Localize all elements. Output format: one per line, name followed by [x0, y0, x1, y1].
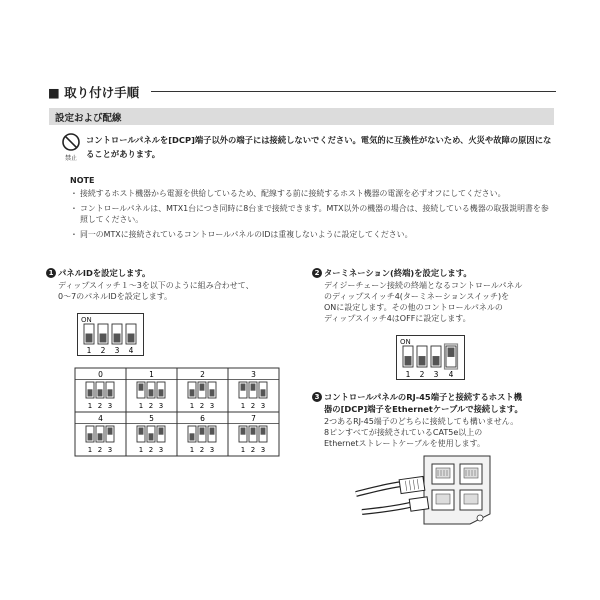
panel-id-label: 6 [200, 414, 205, 423]
step1-heading: 1 パネルIDを設定します。 [46, 267, 150, 279]
switch-on-label: ON [81, 316, 92, 324]
dip-switch-slider [198, 426, 206, 442]
dip-switch-slider [188, 426, 196, 442]
rj45-jack [432, 490, 454, 510]
rj45-jack [460, 490, 482, 510]
switch-number: 2 [100, 346, 106, 355]
switch-number: 2 [250, 402, 256, 410]
step1-body: ディップスイッチ１〜3を以下のように組み合わせて、 0〜7のパネルIDを設定します。 [58, 281, 254, 301]
panel-id-label: 0 [98, 370, 103, 379]
switch-number: 2 [199, 402, 205, 410]
step3-heading: 3 コントロールパネルのRJ-45端子と接続するホスト機 器の[DCP]端子をEthernetケーブルで接続します。 [312, 391, 523, 415]
dip-switch-slider [96, 426, 104, 442]
switch-number: 1 [87, 402, 93, 410]
prohibited-icon [60, 133, 82, 163]
warning-text: コントロールパネルを[DCP]端子以外の端子には接続しないでください。電気的に互換性がないため、火災や故障の原因になることがあります。 [86, 135, 552, 159]
switch-number: 3 [209, 446, 215, 454]
title-divider [151, 91, 556, 92]
ethernet-cable [356, 476, 429, 512]
switch-number: 2 [148, 446, 154, 454]
dip-switch-slider [106, 382, 114, 398]
switch-number: 4 [448, 370, 454, 379]
note-item: ・ 同一のMTXに接続されているコントロールパネルのIDは重複しないように設定してください。 [70, 229, 413, 239]
panel-id-label: 7 [251, 414, 256, 423]
ethernet-connection-illustration [352, 452, 502, 532]
dip-switch-slider [157, 382, 165, 398]
dip-switch-slider [86, 382, 94, 398]
dip-switch-slider [137, 382, 145, 398]
panel-id-label: 4 [98, 414, 103, 423]
switch-number: 2 [199, 446, 205, 454]
dip-switch-slider [112, 324, 122, 344]
switch-number: 2 [97, 446, 103, 454]
dip-switch-slider [259, 382, 267, 398]
dip-switch-slider [98, 324, 108, 344]
switch-number: 2 [97, 402, 103, 410]
dip-switch-slider [96, 382, 104, 398]
switch-number: 1 [240, 402, 246, 410]
dip-switch-slider [126, 324, 136, 344]
step3-body: 2つあるRJ-45端子のどちらに接続しても構いません。 8ピンすべてが接続されているCAT5e以上の Ethernetストレートケーブルを使用します。 [324, 417, 519, 448]
switch-number: 1 [189, 446, 195, 454]
panel-id-label: 5 [149, 414, 154, 423]
note-item: ・ コントロールパネルは、MTX1台につき同時に8台まで接続できます。MTX以外の機器の場合は、接続している機器の取扱説明書を参照してください。 [70, 203, 549, 224]
switch-number: 3 [114, 346, 120, 355]
step1-number: 1 [46, 268, 56, 278]
switch-number: 3 [107, 446, 113, 454]
switch-number: 1 [138, 402, 144, 410]
switch-number: 1 [87, 446, 93, 454]
dip-switch-slider [137, 426, 145, 442]
panel-id-table [74, 367, 280, 457]
switch-number: 3 [209, 402, 215, 410]
panel-id-label: 3 [251, 370, 256, 379]
rj45-jack [460, 464, 482, 484]
switch-number: 2 [250, 446, 256, 454]
dip-switch-slider [239, 382, 247, 398]
screw-icon [477, 515, 483, 521]
note-list [70, 188, 556, 243]
switch-number: 3 [433, 370, 439, 379]
dip-switch-slider [431, 346, 441, 367]
switch-number: 4 [128, 346, 134, 355]
dip-switch-slider [259, 426, 267, 442]
dip-switch-slider [403, 346, 413, 367]
dip-switch-slider [86, 426, 94, 442]
dip-switch-slider [147, 426, 155, 442]
dip-switch-slider [188, 382, 196, 398]
step1-dip-switch [77, 313, 145, 357]
prohibited-label: 禁止 [64, 155, 78, 162]
switch-number: 3 [158, 446, 164, 454]
step2-body: デイジーチェーン接続の終端となるコントロールパネル のディップスイッチ4(ターミネーションスイッチ)を ONに設定します。その他のコントロールパネルの ディップスイッチ4はOFFに設定します。 [324, 281, 523, 323]
switch-number: 3 [107, 402, 113, 410]
dip-switch-slider [84, 324, 94, 344]
switch-number: 2 [148, 402, 154, 410]
dip-switch-slider [446, 346, 456, 367]
panel-id-label: 2 [200, 370, 205, 379]
step2-number: 2 [312, 268, 322, 278]
panel-id-label: 1 [149, 370, 154, 379]
switch-on-label: ON [400, 338, 411, 346]
switch-number: 3 [260, 402, 266, 410]
dip-switch-slider [147, 382, 155, 398]
page-title: ■ 取り付け手順 [48, 85, 140, 100]
switch-number: 1 [405, 370, 411, 379]
switch-number: 1 [86, 346, 92, 355]
note-item: ・ 接続するホスト機器から電源を供給しているため、配線する前に接続するホスト機器の電源を必ずオフにしてください。 [70, 189, 506, 198]
dip-switch-slider [417, 346, 427, 367]
section-subheading: 設定および配線 [55, 113, 122, 124]
step2-dip-switch [396, 335, 466, 381]
switch-number: 1 [240, 446, 246, 454]
dip-switch-slider [106, 426, 114, 442]
switch-number: 1 [138, 446, 144, 454]
rj45-jack [432, 464, 454, 484]
dip-switch-slider [239, 426, 247, 442]
step2-heading: 2 ターミネーション(終端)を設定します。 [312, 267, 472, 279]
dip-switch-slider [198, 382, 206, 398]
step3-number: 3 [312, 392, 322, 402]
switch-number: 3 [260, 446, 266, 454]
switch-number: 3 [158, 402, 164, 410]
dip-switch-slider [249, 426, 257, 442]
switch-number: 2 [419, 370, 425, 379]
dip-switch-slider [157, 426, 165, 442]
switch-number: 1 [189, 402, 195, 410]
note-title: NOTE [70, 176, 95, 185]
section-subheading-bar [49, 108, 554, 125]
dip-switch-slider [249, 382, 257, 398]
dip-switch-slider [208, 426, 216, 442]
dip-switch-slider [208, 382, 216, 398]
